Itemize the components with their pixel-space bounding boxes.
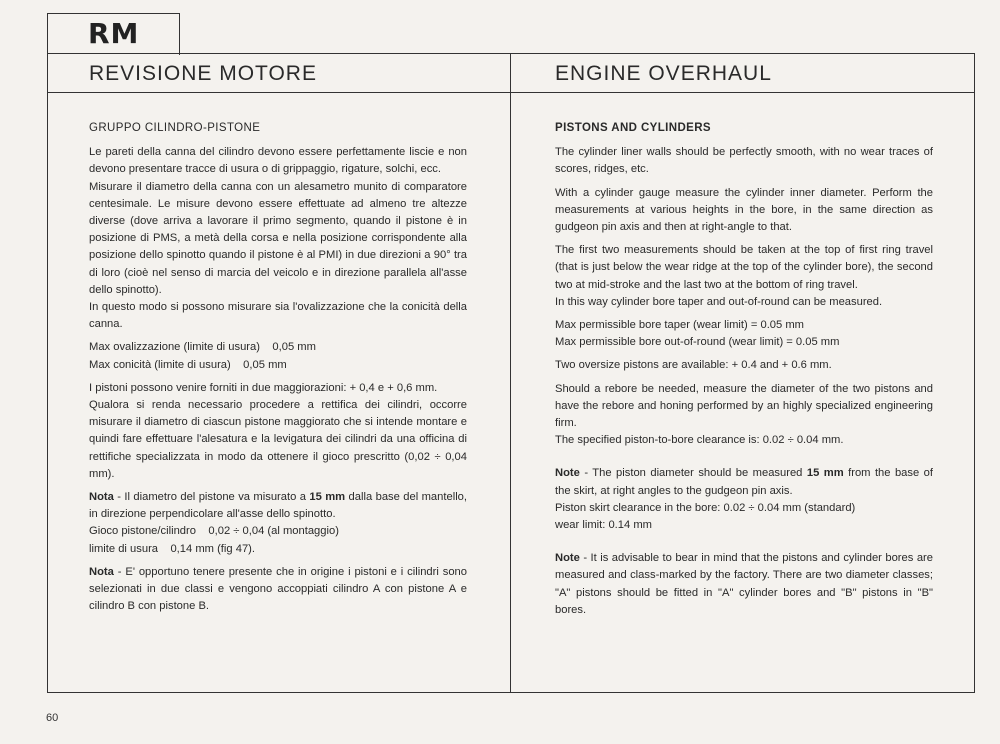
right-note-1-measure: 15 mm [806, 467, 844, 480]
right-paragraph-5: Two oversize pistons are available: + 0.4 and + 0.6 mm. [555, 359, 832, 372]
left-note-2-label: Nota [89, 565, 114, 578]
page-number: 60 [46, 712, 59, 724]
right-wear-limit: wear limit: 0.14 mm [555, 519, 652, 532]
right-limit-out-of-round: Max permissible bore out-of-round (wear limit) = 0.05 mm [555, 336, 840, 349]
left-clearance: Gioco pistone/cilindro 0,02 ÷ 0,04 (al montaggio) [89, 525, 339, 538]
right-clearance: Piston skirt clearance in the bore: 0.02 ÷ 0.04 mm (standard) [555, 501, 856, 514]
right-subheading: PISTONS AND CYLINDERS [555, 122, 712, 134]
right-note-2: Note - It is advisable to bear in mind that the pistons and cylinder bores are measured and class-marked by the factory. There are two diameter classes; "A" pistons should be fitted in "A" cylinder bores and "B" pistons in "B" bores. [555, 552, 933, 616]
right-paragraph-1: The cylinder liner walls should be perfectly smooth, with no wear traces of scores, ridges, etc. [555, 146, 933, 176]
right-note-1-label: Note [555, 467, 580, 480]
left-paragraph-3: In questo modo si possono misurare sia l'ovalizzazione che la conicità della canna. [89, 301, 467, 331]
right-limit-taper: Max permissible bore taper (wear limit) = 0.05 mm [555, 319, 804, 332]
left-heading: REVISIONE MOTORE [89, 62, 317, 85]
right-heading: ENGINE OVERHAUL [555, 62, 772, 85]
left-limit-ovalization: Max ovalizzazione (limite di usura) 0,05 mm [89, 341, 316, 354]
left-paragraph-4: I pistoni possono venire forniti in due maggiorazioni: + 0,4 e + 0,6 mm. [89, 381, 438, 394]
left-subheading: GRUPPO CILINDRO-PISTONE [89, 122, 261, 134]
left-paragraph-1: Le pareti della canna del cilindro devono essere perfettamente liscie e non devono presentare tracce di usura o di grippaggio, rigature, solchi, ecc. [89, 146, 467, 176]
english-column [555, 120, 933, 625]
section-tab [47, 13, 180, 55]
left-paragraph-5: Qualora si renda necessario procedere a rettifica dei cilindri, occorre misurare il diametro di ciascun pistone maggiorato che si intende montare e quindi fare effettuare l'alesatura e la levigatura dei cilindri da una officina di rettifiche specializzata in modo da ottenere il gioco prescritto (0,02 ÷ 0,04 mm). [89, 399, 467, 480]
column-divider [510, 54, 511, 692]
left-note-1-label: Nota [89, 491, 114, 504]
right-paragraph-6: Should a rebore be needed, measure the diameter of the two pistons and have the rebore and honing performed by an highly specialized engineering firm. [555, 382, 933, 430]
right-paragraph-4: In this way cylinder bore taper and out-of-round can be measured. [555, 295, 883, 308]
right-note-2-label: Note [555, 552, 580, 565]
left-paragraph-2: Misurare il diametro della canna con un alesametro munito di comparatore centesimale. Le misure devono essere effettuate ad almeno tre altezze diverse (dove arriva a lavorare il primo segmento, quando il pistone è in posizione di PMS, a metà della corsa e nella posizione corrispondente alla posizione dello spinotto quando il pistone è al PMI) in due direzioni a 90° tra di loro (cioè nel senso di marcia del veicolo e in direzione parallela all'asse dello spinotto). [89, 180, 467, 296]
right-note-1: Note - The piston diameter should be measured 15 mm from the base of the skirt, at right angles to the gudgeon pin axis. [555, 467, 933, 497]
left-note-2: Nota - E' opportuno tenere presente che in origine i pistoni e i cilindri sono selezionati in due classi e vengono accoppiati cilindro A con pistone A e cilindro B con pistone B. [89, 565, 467, 613]
left-note-1: Nota - Il diametro del pistone va misurato a 15 mm dalla base del mantello, in direzione perpendicolare all'asse dello spinotto. [89, 491, 468, 521]
left-note-1-measure: 15 mm [309, 491, 346, 504]
header-rule [48, 92, 974, 93]
left-limit-taper: Max conicità (limite di usura) 0,05 mm [89, 358, 287, 371]
italian-column [89, 120, 467, 621]
right-paragraph-2: With a cylinder gauge measure the cylinder inner diameter. Perform the measurements at various heights in the bore, in the same direction as gudgeon pin axis and then at right-angle to that. [555, 186, 933, 234]
section-code: RM [88, 17, 140, 50]
right-paragraph-7: The specified piston-to-bore clearance is: 0.02 ÷ 0.04 mm. [555, 434, 844, 447]
right-paragraph-3: The first two measurements should be taken at the top of first ring travel (that is just below the wear ridge at the top of the cylinder bore), the second two at mid-stroke and the last two at the bottom of ring travel. [555, 244, 933, 291]
left-wear-limit: limite di usura 0,14 mm (fig 47). [89, 542, 256, 555]
